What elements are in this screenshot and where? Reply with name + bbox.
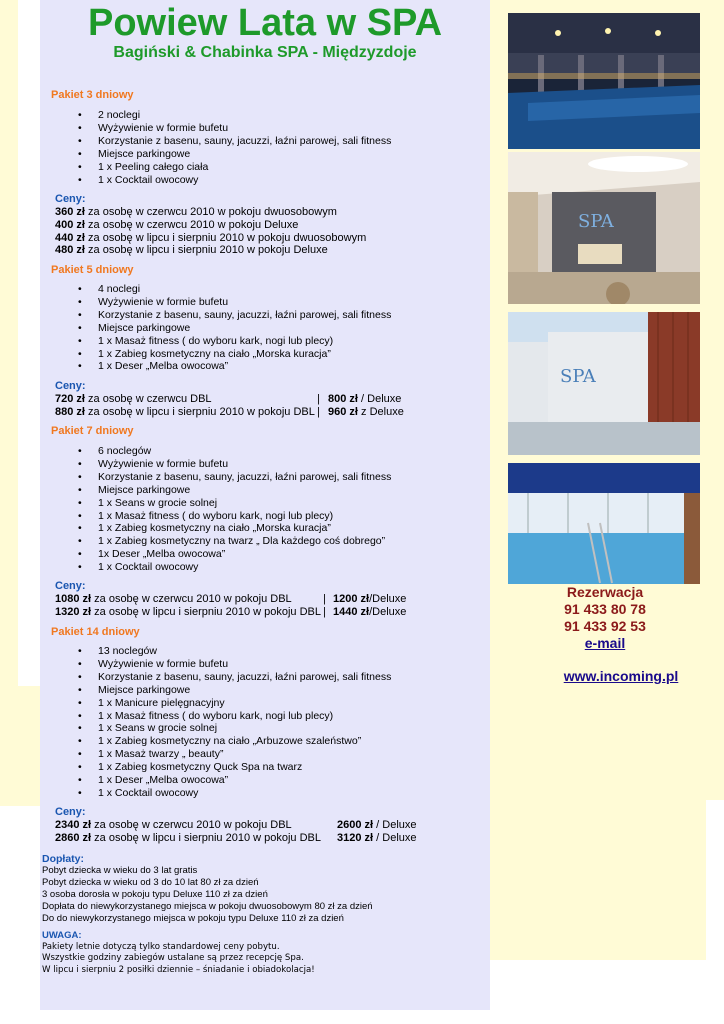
list-item: • 1 x Zabieg kosmetyczny na ciało „Arbuzowe szaleństwo”: [78, 735, 391, 748]
reservation-label: Rezerwacja: [566, 584, 644, 600]
svg-text:SPA: SPA: [578, 211, 614, 232]
prices-label: Ceny:: [55, 193, 86, 205]
prices-label: Ceny:: [55, 580, 86, 592]
doplaty-line: Do do niewykorzystanego miejsca w pokoju typu Deluxe 110 zł za dzień: [42, 913, 344, 924]
list-item: • 4 noclegi: [78, 283, 391, 296]
doplaty-label: Dopłaty:: [42, 853, 84, 865]
prices-label: Ceny:: [55, 380, 86, 392]
package-items-list: [78, 445, 391, 574]
uwaga-line: W lipcu i sierpniu 2 posiłki dziennie – śniadanie i obiadokolacja!: [42, 964, 315, 975]
price-line: 2860 zł za osobę w lipcu i sierpniu 2010 w pokoju DBL 3120 zł / Deluxe: [55, 831, 417, 844]
svg-text:SPA: SPA: [560, 366, 596, 387]
left-yellow-strip-lower: [0, 686, 40, 806]
page-title: Powiew Lata w SPA: [87, 2, 443, 44]
price-line: 880 zł za osobę w lipcu i sierpniu 2010 w pokoju DBL | 960 zł z Deluxe: [55, 405, 404, 418]
package-items-list: [78, 645, 391, 800]
list-item: • 1 x Masaż fitness ( do wyboru kark, nogi lub plecy): [78, 335, 391, 348]
list-item: • 2 noclegi: [78, 109, 391, 122]
main-content-panel: [40, 0, 490, 1010]
list-item: • 1 x Manicure pielęgnacyjny: [78, 697, 391, 710]
doplaty-line: 3 osoba dorosła w pokoju typu Deluxe 110 zł za dzień: [42, 889, 268, 900]
list-item: • 1 x Masaż twarzy „ beauty”: [78, 748, 391, 761]
website-link[interactable]: www.incoming.pl: [563, 668, 679, 684]
price-list: [55, 206, 366, 257]
list-item: • 1 x Zabieg kosmetyczny Quck Spa na twarz: [78, 761, 391, 774]
package-title: Pakiet 14 dniowy: [51, 626, 140, 638]
list-item: • 1 x Cocktail owocowy: [78, 561, 391, 574]
list-item: • 1 x Zabieg kosmetyczny na ciało „Morska kuracja”: [78, 348, 391, 361]
price-line: 440 zł za osobę w lipcu i sierpniu 2010 w pokoju dwuosobowym: [55, 231, 367, 244]
list-item: • 1x Deser „Melba owocowa”: [78, 548, 391, 561]
price-line: 2340 zł za osobę w czerwcu 2010 w pokoju DBL 2600 zł / Deluxe: [55, 819, 417, 831]
price-list: [55, 593, 485, 619]
spa-lobby-photo: [508, 152, 700, 304]
list-item: • 13 noclegów: [78, 645, 391, 658]
prices-label: Ceny:: [55, 806, 86, 818]
list-item: • 1 x Cocktail owocowy: [78, 174, 391, 187]
price-line: 360 zł za osobę w czerwcu 2010 w pokoju dwuosobowym: [55, 206, 337, 218]
list-item: • Miejsce parkingowe: [78, 322, 391, 335]
phone-number-2[interactable]: 91 433 92 53: [564, 618, 646, 634]
pool-hall-photo: [508, 463, 700, 584]
uwaga-line: Pakiety letnie dotyczą tylko standardowej ceny pobytu.: [42, 942, 280, 952]
doplaty-line: Pobyt dziecka w wieku do 3 lat gratis: [42, 865, 198, 876]
list-item: • Miejsce parkingowe: [78, 684, 391, 697]
page-subtitle: Bagiński & Chabinka SPA - Międzyzdoje: [113, 44, 417, 61]
list-item: • Wyżywienie w formie bufetu: [78, 658, 391, 671]
indoor-pool-photo: [508, 13, 700, 149]
list-item: • Korzystanie z basenu, sauny, jacuzzi, łaźni parowej, sali fitness: [78, 135, 391, 148]
phone-number-1[interactable]: 91 433 80 78: [564, 601, 646, 617]
list-item: • Wyżywienie w formie bufetu: [78, 122, 391, 135]
left-yellow-strip: [0, 0, 18, 686]
list-item: • 1 x Zabieg kosmetyczny na ciało „Morska kuracja”: [78, 522, 391, 535]
price-line: 480 zł za osobę w lipcu i sierpniu 2010 w pokoju Deluxe: [55, 244, 328, 257]
list-item: • Miejsce parkingowe: [78, 148, 391, 161]
list-item: • 1 x Peeling całego ciała: [78, 161, 391, 174]
price-line: 720 zł za osobę w czerwcu DBL | 800 zł / Deluxe: [55, 393, 402, 405]
list-item: • 1 x Masaż fitness ( do wyboru kark, nogi lub plecy): [78, 710, 391, 723]
list-item: • 1 x Seans w grocie solnej: [78, 497, 391, 510]
doplaty-list: [42, 865, 373, 925]
right-white-notch: [706, 800, 724, 960]
list-item: • Korzystanie z basenu, sauny, jacuzzi, łaźni parowej, sali fitness: [78, 309, 391, 322]
price-line: 400 zł za osobę w czerwcu 2010 w pokoju Deluxe: [55, 218, 299, 231]
list-item: • 6 noclegów: [78, 445, 391, 458]
reservation-block: [510, 584, 700, 652]
list-item: • Korzystanie z basenu, sauny, jacuzzi, łaźni parowej, sali fitness: [78, 671, 391, 684]
price-list: [55, 393, 485, 419]
package-title: Pakiet 3 dniowy: [51, 89, 134, 101]
list-item: • 1 x Cocktail owocowy: [78, 787, 391, 800]
package-items-list: [78, 283, 391, 373]
list-item: • Korzystanie z basenu, sauny, jacuzzi, łaźni parowej, sali fitness: [78, 471, 391, 484]
list-item: • 1 x Deser „Melba owocowa”: [78, 774, 391, 787]
list-item: • 1 x Seans w grocie solnej: [78, 722, 391, 735]
package-title: Pakiet 5 dniowy: [51, 264, 134, 276]
doplaty-line: Pobyt dziecka w wieku od 3 do 10 lat 80 zł za dzień: [42, 877, 259, 888]
package-items-list: [78, 109, 391, 186]
uwaga-line: Wszystkie godziny zabiegów ustalane są przez recepcję Spa.: [42, 953, 304, 964]
list-item: • 1 x Deser „Melba owocowa”: [78, 360, 391, 373]
price-list: [55, 819, 485, 845]
list-item: • Miejsce parkingowe: [78, 484, 391, 497]
list-item: • Wyżywienie w formie bufetu: [78, 458, 391, 471]
uwaga-list: [42, 942, 315, 976]
uwaga-label: UWAGA:: [42, 930, 82, 941]
spa-building-photo: [508, 312, 700, 455]
list-item: • Wyżywienie w formie bufetu: [78, 296, 391, 309]
price-line: 1080 zł za osobę w czerwcu 2010 w pokoju DBL | 1200 zł/Deluxe: [55, 593, 407, 605]
email-link[interactable]: e-mail: [584, 635, 626, 651]
list-item: • 1 x Zabieg kosmetyczny na twarz „ Dla każdego coś dobrego”: [78, 535, 391, 548]
doplaty-line: Dopłata do niewykorzystanego miejsca w pokoju dwuosobowym 80 zł za dzień: [42, 901, 373, 912]
list-item: • 1 x Masaż fitness ( do wyboru kark, nogi lub plecy): [78, 510, 391, 523]
price-line: 1320 zł za osobę w lipcu i sierpniu 2010 w pokoju DBL | 1440 zł/Deluxe: [55, 605, 407, 618]
package-title: Pakiet 7 dniowy: [51, 425, 134, 437]
